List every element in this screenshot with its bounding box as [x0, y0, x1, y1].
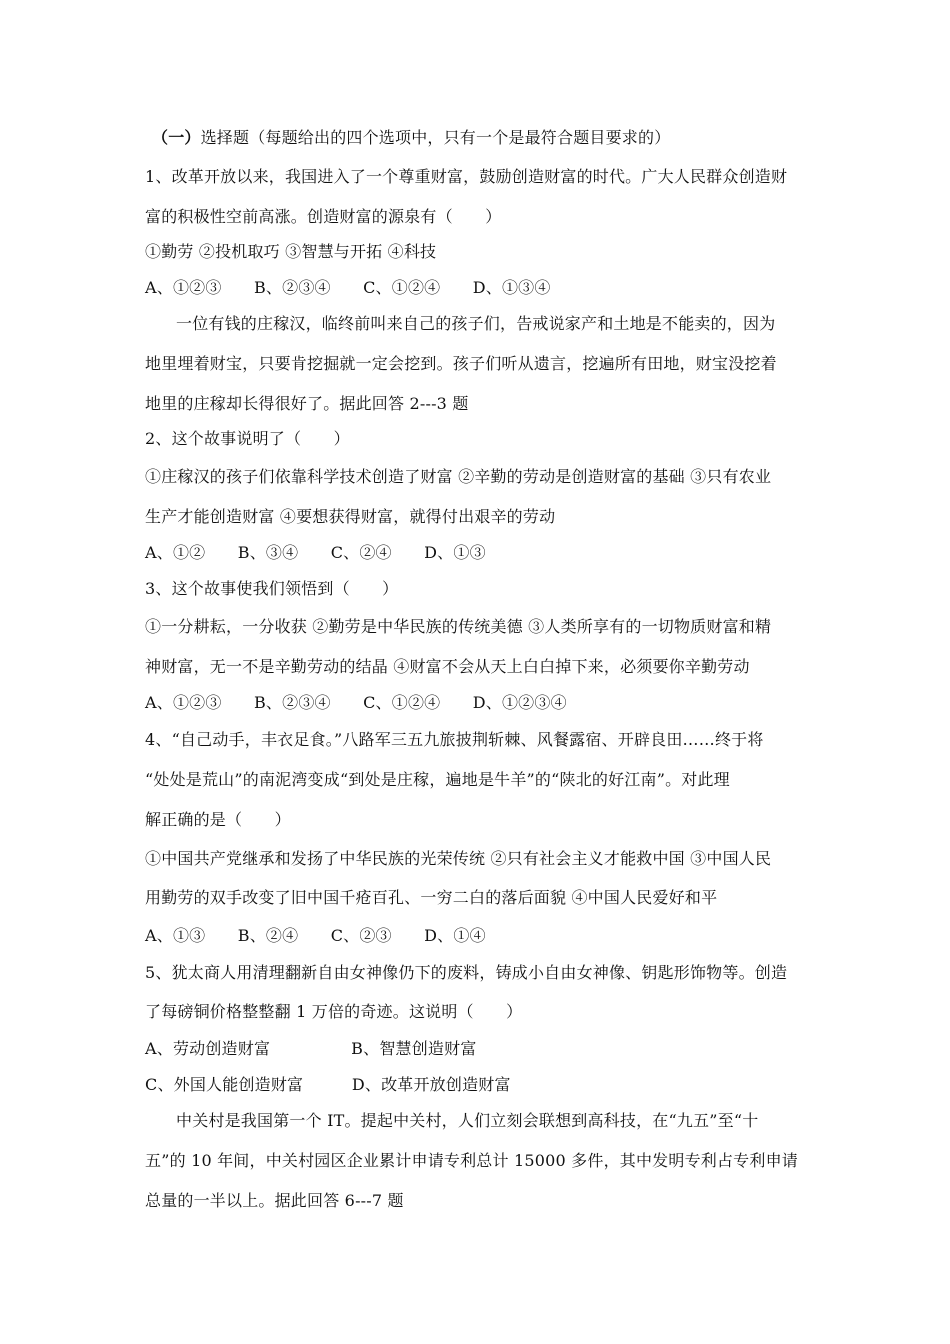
q5-options-row2: C、外国人能创造财富 D、改革开放创造财富: [145, 1075, 511, 1094]
q1-statements: ①勤劳 ②投机取巧 ③智慧与开拓 ④科技: [145, 242, 437, 261]
q2-options: A、①② B、③④ C、②④ D、①③: [145, 543, 486, 562]
q5-options-row1: A、劳动创造财富 B、智慧创造财富: [145, 1039, 477, 1058]
q4-options: A、①③ B、②④ C、②③ D、①④: [145, 926, 486, 945]
q3-stem: 3、这个故事使我们领悟到（ ）: [145, 579, 399, 598]
q2-statements-line1: ①庄稼汉的孩子们依靠科学技术创造了财富 ②辛勤的劳动是创造财富的基础 ③只有农业: [145, 467, 772, 486]
q5-stem-line1: 5、犹太商人用清理翻新自由女神像仍下的废料，铸成小自由女神像、钥匙形饰物等。创造: [145, 963, 788, 982]
q1-stem-line1: 1、改革开放以来，我国进入了一个尊重财富，鼓励创造财富的时代。广大人民群众创造财: [145, 167, 788, 186]
q3-statements-line2: 神财富，无一不是辛勤劳动的结晶 ④财富不会从天上白白掉下来，必须要你辛勤劳动: [145, 657, 750, 676]
passage2-line2: 五”的 10 年间，中关村园区企业累计申请专利总计 15000 多件，其中发明专利占专利申请: [145, 1151, 798, 1170]
q4-stem-line3: 解正确的是（ ）: [145, 810, 291, 829]
passage2-line1: 中关村是我国第一个 IT。提起中关村，人们立刻会联想到高科技，在“九五”至“十: [176, 1111, 759, 1130]
q1-options: A、①②③ B、②③④ C、①②④ D、①③④: [145, 278, 551, 297]
q4-stem-line1: 4、“自己动手，丰衣足食。”八路军三五九旅披荆斩棘、风餐露宿、开辟良田……终于将: [145, 730, 764, 749]
section-heading-number: （一）: [152, 128, 201, 147]
section-heading: [152, 128, 832, 148]
section-heading-text: 选择题（每题给出的四个选项中，只有一个是最符合题目要求的）: [200, 128, 671, 147]
q4-statements-line1: ①中国共产党继承和发扬了中华民族的光荣传统 ②只有社会主义才能救中国 ③中国人民: [145, 849, 772, 868]
q3-statements-line1: ①一分耕耘，一分收获 ②勤劳是中华民族的传统美德 ③人类所享有的一切物质财富和精: [145, 617, 772, 636]
passage1-line3: 地里的庄稼却长得很好了。据此回答 2---3 题: [145, 394, 469, 413]
passage1-line2: 地里埋着财宝，只要肯挖掘就一定会挖到。孩子们听从遗言，挖遍所有田地，财宝没挖着: [145, 354, 777, 373]
q1-stem-line2: 富的积极性空前高涨。创造财富的源泉有（ ）: [145, 207, 502, 226]
q4-stem-line2: “处处是荒山”的南泥湾变成“到处是庄稼，遍地是牛羊”的“陕北的好江南”。对此理: [145, 770, 730, 789]
q5-stem-line2: 了每磅铜价格整整翻 1 万倍的奇迹。这说明（ ）: [145, 1002, 523, 1021]
passage2-line3: 总量的一半以上。据此回答 6---7 题: [145, 1191, 404, 1210]
q3-options: A、①②③ B、②③④ C、①②④ D、①②③④: [145, 693, 567, 712]
q2-statements-line2: 生产才能创造财富 ④要想获得财富，就得付出艰辛的劳动: [145, 507, 556, 526]
passage1-line1: 一位有钱的庄稼汉，临终前叫来自己的孩子们，告戒说家产和土地是不能卖的，因为: [176, 314, 776, 333]
q2-stem: 2、这个故事说明了（ ）: [145, 429, 350, 448]
q4-statements-line2: 用勤劳的双手改变了旧中国千疮百孔、一穷二白的落后面貌 ④中国人民爱好和平: [145, 888, 718, 907]
